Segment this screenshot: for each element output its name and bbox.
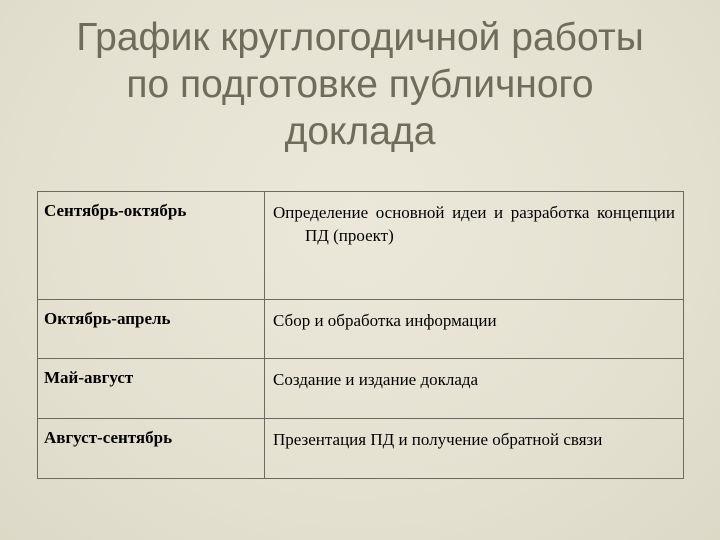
period-cell: Октябрь-апрель bbox=[38, 300, 265, 359]
activity-cell bbox=[265, 192, 684, 300]
period-cell: Май-август bbox=[38, 359, 265, 419]
title-line-1: График круглогодичной работы bbox=[76, 16, 644, 59]
activity-text: Создание и издание доклада bbox=[273, 370, 479, 389]
activity-cell bbox=[265, 300, 684, 359]
activity-cell bbox=[265, 419, 684, 479]
activity-text: Презентация ПД и получение обратной связи bbox=[273, 430, 603, 449]
table-row bbox=[38, 419, 684, 479]
activity-cell bbox=[265, 359, 684, 419]
period-cell: Август-сентябрь bbox=[38, 419, 265, 479]
table-row bbox=[38, 359, 684, 419]
table-row bbox=[38, 192, 684, 300]
title-line-3: доклада bbox=[284, 110, 436, 153]
table-row bbox=[38, 300, 684, 359]
period-cell: Сентябрь-октябрь bbox=[38, 192, 265, 300]
slide-title bbox=[40, 14, 680, 155]
title-line-2: по подготовке публичного bbox=[126, 63, 594, 106]
activity-text: Определение основной идеи и разработка концепции ПД (проект) bbox=[273, 203, 675, 245]
schedule-table bbox=[37, 191, 684, 479]
activity-text: Сбор и обработка информации bbox=[273, 311, 497, 330]
